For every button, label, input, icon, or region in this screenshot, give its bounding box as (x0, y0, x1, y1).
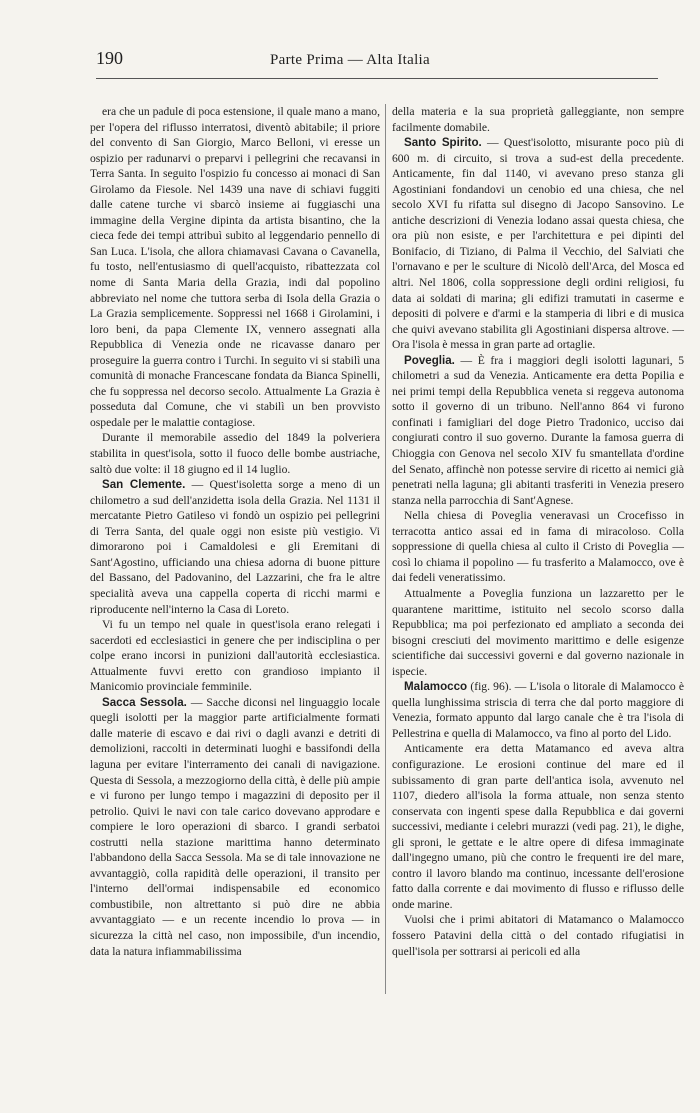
paragraph-text: — Quest'isolotto, misurante poco più di 600 m. di circuito, si trova a sud-est della precedente. Anticamente, fin dal 1140, vi avevano preso stanza gli Agostiniani fondandovi un cenobio ed una chiesa, che nel secolo XVI fu rifatta sul disegno di Jacopo Sansovino. Le antiche descrizioni di Venezia lodano assai questa chiesa, che ora più non esiste, e per l'architettura e pei dipinti del Bonifacio, di Tiziano, di Palma il Vecchio, del Salviati che l'ornavano e per le sculture di Nicolò dell'Arca, del Mosca ed altri. Nel 1806, colla soppressione degli ordini religiosi, fu data ai soldati di marina; gli edifizi tramutati in caserme e depositi di polvere e d'armi e la stamperia di libri e di musica che quivi avevano stabilita gli Agostiniani dispersa altrove. — Ora l'isola è messa in gran parte ad ortaglie. (392, 136, 684, 352)
section-heading: San Clemente. (102, 478, 186, 492)
paragraph-text: Attualmente a Poveglia funziona un lazzaretto per le quarantene marittime, istituito nel secolo scorso dalla Repubblica; ma poi perfezionato ed ampliato a seconda dei bisogni cresciuti del movimento marittimo e delle esigenze scientifiche dai successivi governi e dal governo nazionale in ispecie. (392, 586, 684, 678)
running-title: Parte Prima — Alta Italia (270, 52, 430, 68)
paragraph (392, 679, 684, 741)
page-number: 190 (96, 48, 123, 68)
column-divider (385, 104, 386, 994)
paragraph (90, 617, 380, 695)
section-heading: Poveglia. (404, 353, 455, 367)
paragraph (392, 912, 684, 959)
paragraph-text: (fig. 96). — L'isola o litorale di Malamocco è quella lunghissima striscia di terra che dal porto maggiore di Venezia, formato appunto dal largo canale che è tra l'isola di Pellestrina e quella di Malamocco, va fino al porto del Lido. (392, 680, 684, 740)
paragraph (392, 508, 684, 586)
right-column (392, 104, 684, 959)
paragraph-text: — Sacche diconsi nel linguaggio locale quegli isolotti per la maggior parte artificialmente formati dalle materie di escavo e dai rivi o dagli avanzi e detriti di demolizioni, raccolti in determinati luoghi e bassifondi della laguna per evitare l'interramento dei canali di navigazione. Questa di Sessola, a mezzogiorno della città, è delle più ampie e vi furono per lungo tempo i magazzini di deposito per il petrolio. Quivi le navi con tale carico dovevano approdare e compiere le loro operazioni di sbarco. I grandi serbatoi costrutti nella stazione marittima hanno determinato l'abbandono della Sacca Sessola. Ma se di tale innovazione ne avvantaggiò, colla rapidità delle operazioni, il transito per l'interno dell'ormai indispensabile ed economico combustibile, non altrettanto si può dire ne abbia avvantaggiato — e un recente incendio lo prova — in sicurezza la città nel caso, non impossibile, d'un incendio, data la natura infiammabilissima (90, 695, 381, 958)
section-heading: Malamocco (404, 680, 468, 694)
paragraph (90, 477, 380, 617)
paragraph-text: Nella chiesa di Poveglia veneravasi un Crocefisso in terracotta antico assai ed in fama di miracoloso. Colla soppressione di quella chiesa al culto il Cristo di Poveglia — così lo chiama il popolino — fu trasferito a Malamocco, ove è dai fedeli veneratissimo. (392, 509, 684, 585)
paragraph (90, 104, 380, 430)
paragraph-text: — Quest'isoletta sorge a meno di un chilometro a sud dell'anzidetta isola della Grazia. Nel 1131 il mercatante Pietro Gatileso vi fondò un ospizio pei pellegrini di Terra Santa, del quale oggi non esiste più vestigio. Vi dimorarono poi i Camaldolesi e gli Eremitani di Sant'Agostino, ufficiando una chiesa adorna di buone pitture del Bassano, del Padovanino, del Lazzarini, che fra le altre specialità aveva una cappella coperta di ricchi marmi e riproducente nell'interno la Casa di Loreto. (90, 478, 380, 616)
paragraph-text: era che un padule di poca estensione, il quale mano a mano, per l'opera del riflusso interratosi, diventò abitabile; il priore del convento di San Giorgio, Marco Belloni, vi eresse un ospizio per radunarvi o preparvi i pellegrini che recavansi in Terra Santa. In seguito l'ospizio fu concesso ai monaci di San Girolamo da Fiesole. Nel 1439 una nave di schiavi fuggiti dalle catene turche vi sbarcò insieme ai fuggiaschi una immagine della Vergine dipinta da artista bisantino, che la cieca fede dei tempi attribuì subito al leggendario pennello di San Luca. L'isola, che allora chiamavasi Cavana o Cavanella, fu tosto, nell'entusiasmo di quell'acquisto, ribattezzata col nome di Santa Maria della Grazia, indi dal popolino abbreviato nel nome che tuttora serba di Isola della Grazia o La Grazia semplicemente. Soppressi nel 1668 i Girolamini, i loro beni, da papa Clemente IX, vennero assegnati alla Repubblica di Venezia onde ne ricavasse danaro per proseguire la guerra contro i Turchi. In seguito vi si stabilì una comunità di monache Francescane fondata da Bianca Spinelli, che fu soppressa nel decorso secolo. Attualmente La Grazia è posseduta dal Comune, che vi stabilì un ben provvisto ospedale per le malattie contagiose. (90, 105, 380, 429)
section-heading: Santo Spirito. (404, 136, 482, 150)
paragraph-text: della materia e la sua proprietà galleggiante, non sempre facilmente domabile. (392, 105, 684, 134)
section-heading: Sacca Sessola. (102, 695, 187, 709)
left-column (90, 104, 380, 959)
paragraph-text: Durante il memorabile assedio del 1849 la polveriera stabilita in quest'isola, sotto il fuoco delle bombe austriache, saltò due volte: il 18 giugno ed il 14 luglio. (90, 431, 380, 476)
paragraph-text: — È fra i maggiori degli isolotti lagunari, 5 chilometri a sud da Venezia. Anticamente era detta Popilia e nei primi tempi della Repubblica veneta si reggeva autonoma sotto il governo di un tribuno. Nell'anno 864 vi furono confinati i famigliari del doge Pietro Tradonico, ucciso dai congiurati contro il suo governo. Durante la famosa guerra di Chioggia con Genova nel secolo XIV fu smantellata d'ordine del Senato, affinchè non potesse servire di ricetto ai nemici già penetrati nella laguna; gli abitanti trasferiti in Venezia presero stanza nella parrocchia di Sant'Agnese. (392, 353, 684, 507)
paragraph (392, 104, 684, 135)
paragraph-text: Vuolsi che i primi abitatori di Matamanco o Malamocco fossero Patavini della città o del contado rifugiatisi in quell'isola per sottrarsi ai pericoli ed alla (392, 913, 684, 958)
paragraph-text: Vi fu un tempo nel quale in quest'isola erano relegati i sacerdoti ed ecclesiastici in genere che per indisciplina o per colpe erano incorsi in punizioni dall'autorità ecclesiastica. Attualmente fuvvi eretto con grandioso impianto il Manicomio provinciale femminile. (90, 618, 380, 694)
paragraph-text: Anticamente era detta Matamanco ed aveva altra configurazione. Le erosioni continue del mare ed il subissamento di gran parte dell'antica isola, avvenuto nel 1107, diedero all'isola la forma attuale, non senza stento conservata con ingenti spese dalla Repubblica e dai governi successivi, mediante i celebri murazzi (vedi pag. 21), le dighe, gli sproni, le gettate e le altre opere di difesa immaginate dall'ingegno umano, più che contro le frequenti ire del mare, contro il lavoro blando ma continuo, incessante dell'erosione fatto dalla corrente e dai movimento di flusso e riflusso delle onde marine. (392, 742, 684, 911)
paragraph (392, 353, 684, 508)
paragraph (392, 135, 684, 353)
paragraph (90, 430, 380, 477)
paragraph (90, 695, 380, 959)
paragraph (392, 586, 684, 679)
paragraph (392, 741, 684, 912)
header-rule (96, 78, 658, 79)
